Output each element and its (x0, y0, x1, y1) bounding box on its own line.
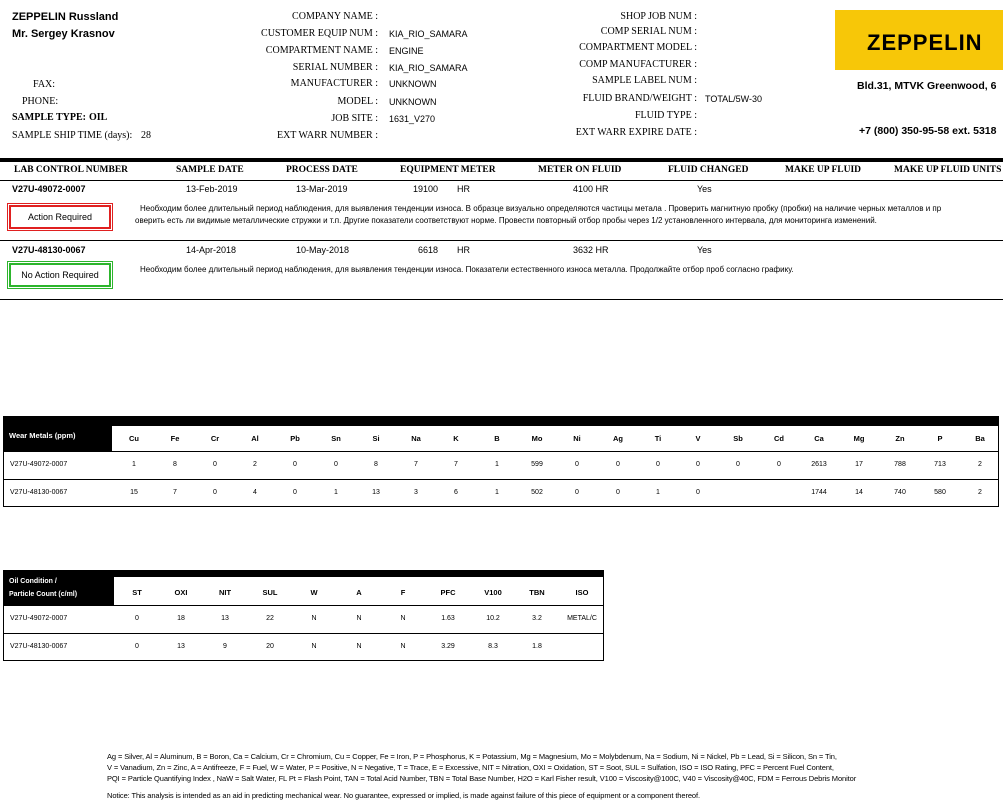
wear-top-bar (4, 417, 998, 426)
field-value: KIA_RIO_SAMARA (389, 63, 468, 73)
oil-row-id: V27U-48130-0067 (10, 643, 68, 650)
oil-cell: 13 (221, 615, 229, 622)
wear-cell: 2613 (811, 461, 827, 468)
field-value: 1631_V270 (389, 114, 436, 124)
ship-time-value: 28 (141, 130, 151, 141)
field-label: CUSTOMER EQUIP NUM : (261, 28, 378, 39)
sample-date: 13-Feb-2019 (186, 184, 238, 194)
field-value: TOTAL/5W-30 (705, 94, 763, 104)
ship-time-label: SAMPLE SHIP TIME (days): (12, 130, 133, 141)
wear-head-rule (4, 451, 998, 452)
wear-column-header: Ti (654, 434, 662, 443)
oil-cell: N (400, 615, 406, 622)
oil-cell: 3.2 (532, 615, 542, 622)
oil-column-header: F (400, 588, 406, 597)
field-label: COMPANY NAME : (292, 11, 378, 22)
wear-column-header: Mg (853, 434, 865, 443)
sample-date: 14-Apr-2018 (186, 245, 237, 255)
wear-column-header: Sb (733, 434, 743, 443)
wear-cell: 8 (374, 461, 378, 468)
equipment-meter: 6618 (417, 245, 438, 255)
oil-column-header: TBN (529, 588, 545, 597)
field-label: MODEL : (337, 96, 378, 107)
wear-cell: 1 (495, 489, 499, 496)
wear-cell: 0 (213, 489, 217, 496)
oil-column-header: ST (132, 588, 142, 597)
wear-cell: 13 (372, 489, 380, 496)
equipment-meter-unit: HR (457, 184, 470, 194)
field-value: KIA_RIO_SAMARA (389, 29, 468, 39)
oil-column-header: ISO (575, 588, 589, 597)
legend-line-1: Ag = Silver, Al = Aluminum, B = Boron, Ca = Calcium, Cr = Chromium, Cu = Copper, Fe = Iron, P = Phosphorus, K = Potassium, Mg = Magnesium, Mo = Molybdenum, Na = Sodium, Ni = Nickel, Pb = Lead, Si = Silicon, Sn = Tin, (107, 752, 837, 761)
oil-cell: N (356, 615, 362, 622)
oil-column-header: NIT (218, 588, 232, 597)
sample-type-value: OIL (89, 112, 108, 123)
status-badge: No Action Required (9, 263, 111, 287)
wear-cell: 6 (454, 489, 458, 496)
wear-title: Wear Metals (ppm) (9, 431, 76, 440)
wear-cell: 580 (934, 489, 946, 496)
field-label: SAMPLE LABEL NUM : (592, 75, 697, 86)
oil-cell: 22 (266, 615, 274, 622)
lab-column-header: METER ON FLUID (538, 165, 622, 175)
wear-column-header: Mo (531, 434, 543, 443)
wear-column-header: P (937, 434, 943, 443)
oil-cell: 3.29 (441, 643, 455, 650)
company-name: ZEPPELIN Russland (12, 11, 119, 23)
oil-title-cell (4, 571, 114, 605)
wear-cell: 0 (293, 461, 297, 468)
wear-cell: 0 (616, 461, 620, 468)
status-badge: Action Required (9, 205, 111, 229)
oil-cell: METAL/C (567, 615, 597, 622)
lab-column-header: EQUIPMENT METER (400, 165, 496, 175)
wear-cell: 3 (414, 489, 418, 496)
oil-column-header: W (310, 588, 318, 597)
field-label: MANUFACTURER : (290, 78, 378, 89)
wear-column-header: Ag (613, 434, 623, 443)
wear-cell: 0 (696, 461, 700, 468)
wear-cell: 1 (132, 461, 136, 468)
logo-text: ZEPPELIN (867, 30, 983, 55)
field-label: COMP MANUFACTURER : (579, 59, 697, 70)
lab-column-header: MAKE UP FLUID (785, 165, 861, 175)
field-label: JOB SITE : (331, 113, 378, 124)
meter-on-fluid: 3632 HR (573, 245, 609, 255)
dealer-phone: +7 (800) 350-95-58 ext. 5318 (859, 125, 997, 137)
oil-column-header: A (356, 588, 362, 597)
wear-cell: 713 (934, 461, 946, 468)
legend-line-3: PQI = Particle Quantifying Index , NaW = Salt Water, FL Pt = Flash Point, TAN = Total Acid Number, TBN = Total Base Number, H2O = Karl Fisher result, V100 = Viscosity@100C, V40 = Viscosity@40C, FDM = Ferrous Debris Monitor (107, 774, 857, 783)
wear-cell: 0 (293, 489, 297, 496)
field-label: COMP SERIAL NUM : (600, 26, 697, 37)
wear-cell: 4 (253, 489, 257, 496)
oil-cell: 1.63 (441, 615, 455, 622)
wear-cell: 0 (777, 461, 781, 468)
wear-cell: 2 (978, 461, 982, 468)
wear-cell: 0 (575, 461, 579, 468)
oil-title-line1: Oil Condition / (9, 578, 57, 585)
oil-cell: 18 (177, 615, 185, 622)
comment-line: Необходим более длительный период наблюдения, для выявления тенденции износа. Показатели естественного износа металла. Продолжайте отбор проб согласно графику. (140, 265, 794, 274)
lab-bottom-rule (0, 299, 1003, 300)
wear-cell: 7 (414, 461, 418, 468)
oil-cell: N (311, 615, 317, 622)
oil-cell: 8.3 (488, 643, 498, 650)
wear-cell: 0 (213, 461, 217, 468)
wear-column-header: K (453, 434, 459, 443)
wear-cell: 15 (130, 489, 138, 496)
zeppelin-logo (835, 10, 1003, 70)
wear-cell: 7 (173, 489, 177, 496)
field-label: COMPARTMENT MODEL : (579, 42, 697, 53)
wear-cell: 8 (173, 461, 177, 468)
comment-line: Необходим более длительный период наблюдения, для выявления тенденции износа. В образце визуально определяются частицы метала . Проверить магнитную пробку (пробки) на наличие черных металлов и пр (140, 204, 942, 213)
wear-cell: 788 (894, 461, 906, 468)
wear-cell: 0 (736, 461, 740, 468)
wear-cell: 0 (334, 461, 338, 468)
lab-header-rule (0, 180, 1003, 181)
fax-label: FAX: (33, 79, 56, 90)
oil-cell: 0 (135, 615, 139, 622)
wear-column-header: Ca (814, 434, 824, 443)
field-value: UNKNOWN (389, 79, 437, 89)
oil-column-header: PFC (440, 588, 456, 597)
wear-metals-table (3, 416, 999, 507)
fluid-changed: Yes (697, 245, 712, 255)
wear-column-header: Pb (290, 434, 300, 443)
phone-label: PHONE: (22, 96, 59, 107)
field-label: SERIAL NUMBER : (292, 62, 378, 73)
wear-column-header: Zn (895, 434, 905, 443)
wear-cell: 740 (894, 489, 906, 496)
notice: Notice: This analysis is intended as an aid in predicting mechanical wear. No guarantee, expressed or implied, is made against failure of this piece of equipment or a component thereof. (107, 791, 700, 800)
wear-column-header: Al (251, 434, 259, 443)
wear-column-header: Si (372, 434, 380, 443)
wear-column-header: V (695, 434, 701, 443)
oil-cell: 1.8 (532, 643, 542, 650)
oil-cell: N (356, 643, 362, 650)
wear-cell: 1 (334, 489, 338, 496)
oil-cell: 9 (223, 643, 227, 650)
lab-top-rule (0, 158, 1003, 162)
process-date: 13-Mar-2019 (296, 184, 348, 194)
wear-row-rule (4, 479, 998, 480)
fluid-changed: Yes (697, 184, 712, 194)
wear-column-header: Sn (331, 434, 341, 443)
field-label: EXT WARR EXPIRE DATE : (575, 127, 697, 138)
oil-head-rule (4, 605, 603, 606)
wear-cell: 2 (253, 461, 257, 468)
lab-control-number: V27U-49072-0007 (12, 184, 86, 194)
dealer-address: Bld.31, MTVK Greenwood, 6 (857, 80, 997, 92)
field-label: EXT WARR NUMBER : (276, 130, 378, 141)
oil-condition-table (3, 570, 604, 661)
wear-cell: 0 (616, 489, 620, 496)
wear-row-id: V27U-49072-0007 (10, 461, 68, 468)
wear-column-header: Ni (573, 434, 581, 443)
comment-line: оверить есть ли видимые металлические стружки и т.п. Другие показатели соответствуют норме. Провести повторный отбор пробы через 1/2 установленного интервала, для мониторинга изменений. (135, 216, 877, 225)
process-date: 10-May-2018 (296, 245, 350, 255)
lab-control-number: V27U-48130-0067 (12, 245, 86, 255)
equipment-meter-unit: HR (457, 245, 470, 255)
wear-cell: 502 (531, 489, 543, 496)
wear-cell: 599 (531, 461, 543, 468)
meter-on-fluid: 4100 HR (573, 184, 609, 194)
field-label: FLUID TYPE : (634, 110, 697, 121)
wear-cell: 1 (495, 461, 499, 468)
field-label: COMPARTMENT NAME : (265, 45, 378, 56)
lab-column-header: LAB CONTROL NUMBER (14, 165, 129, 175)
wear-column-header: Cd (774, 434, 784, 443)
wear-column-header: Fe (170, 434, 180, 443)
lab-column-header: SAMPLE DATE (176, 165, 244, 175)
wear-column-header: Cu (129, 434, 139, 443)
wear-cell: 14 (855, 489, 863, 496)
lab-column-header: PROCESS DATE (286, 165, 358, 175)
oil-cell: 0 (135, 643, 139, 650)
lab-column-header: MAKE UP FLUID UNITS (894, 165, 1002, 175)
oil-row-rule (4, 633, 603, 634)
wear-column-header: Ba (975, 434, 985, 443)
field-label: SHOP JOB NUM : (620, 11, 697, 22)
equipment-meter: 19100 (412, 184, 438, 194)
oil-row-id: V27U-49072-0007 (10, 615, 68, 622)
field-value: UNKNOWN (389, 97, 437, 107)
wear-cell: 0 (656, 461, 660, 468)
wear-cell: 2 (978, 489, 982, 496)
wear-cell: 0 (575, 489, 579, 496)
wear-column-header: Cr (210, 434, 220, 443)
legend-line-2: V = Vanadium, Zn = Zinc, A = Antifreeze, F = Fuel, W = Water, P = Positive, N = Negative, T = Trace, E = Excessive, NIT = Nitration, OXI = Oxidation, ST = Soot, SUL = Sulfation, ISO = ISO Rating, PFC = Percent Fuel Content, (107, 763, 834, 772)
oil-column-header: OXI (174, 588, 188, 597)
field-label: FLUID BRAND/WEIGHT : (582, 93, 697, 104)
sample-type-label: SAMPLE TYPE: (12, 112, 86, 123)
field-value: ENGINE (389, 46, 424, 56)
wear-cell: 7 (454, 461, 458, 468)
lab-column-header: FLUID CHANGED (668, 165, 749, 175)
oil-cell: N (311, 643, 317, 650)
wear-cell: 0 (696, 489, 700, 496)
wear-cell: 1 (656, 489, 660, 496)
oil-cell: 13 (177, 643, 185, 650)
oil-cell: N (400, 643, 406, 650)
oil-column-header: V100 (484, 588, 502, 597)
oil-column-header: SUL (262, 588, 278, 597)
wear-column-header: B (494, 434, 500, 443)
lab-row-divider (0, 240, 1003, 241)
contact-name: Mr. Sergey Krasnov (12, 28, 115, 40)
wear-cell: 17 (855, 461, 863, 468)
oil-cell: 20 (266, 643, 274, 650)
wear-row-id: V27U-48130-0067 (10, 489, 68, 496)
oil-title-line2: Particle Count (c/ml) (9, 591, 78, 598)
wear-cell: 1744 (811, 489, 827, 496)
wear-column-header: Na (411, 434, 421, 443)
oil-cell: 10.2 (486, 615, 500, 622)
